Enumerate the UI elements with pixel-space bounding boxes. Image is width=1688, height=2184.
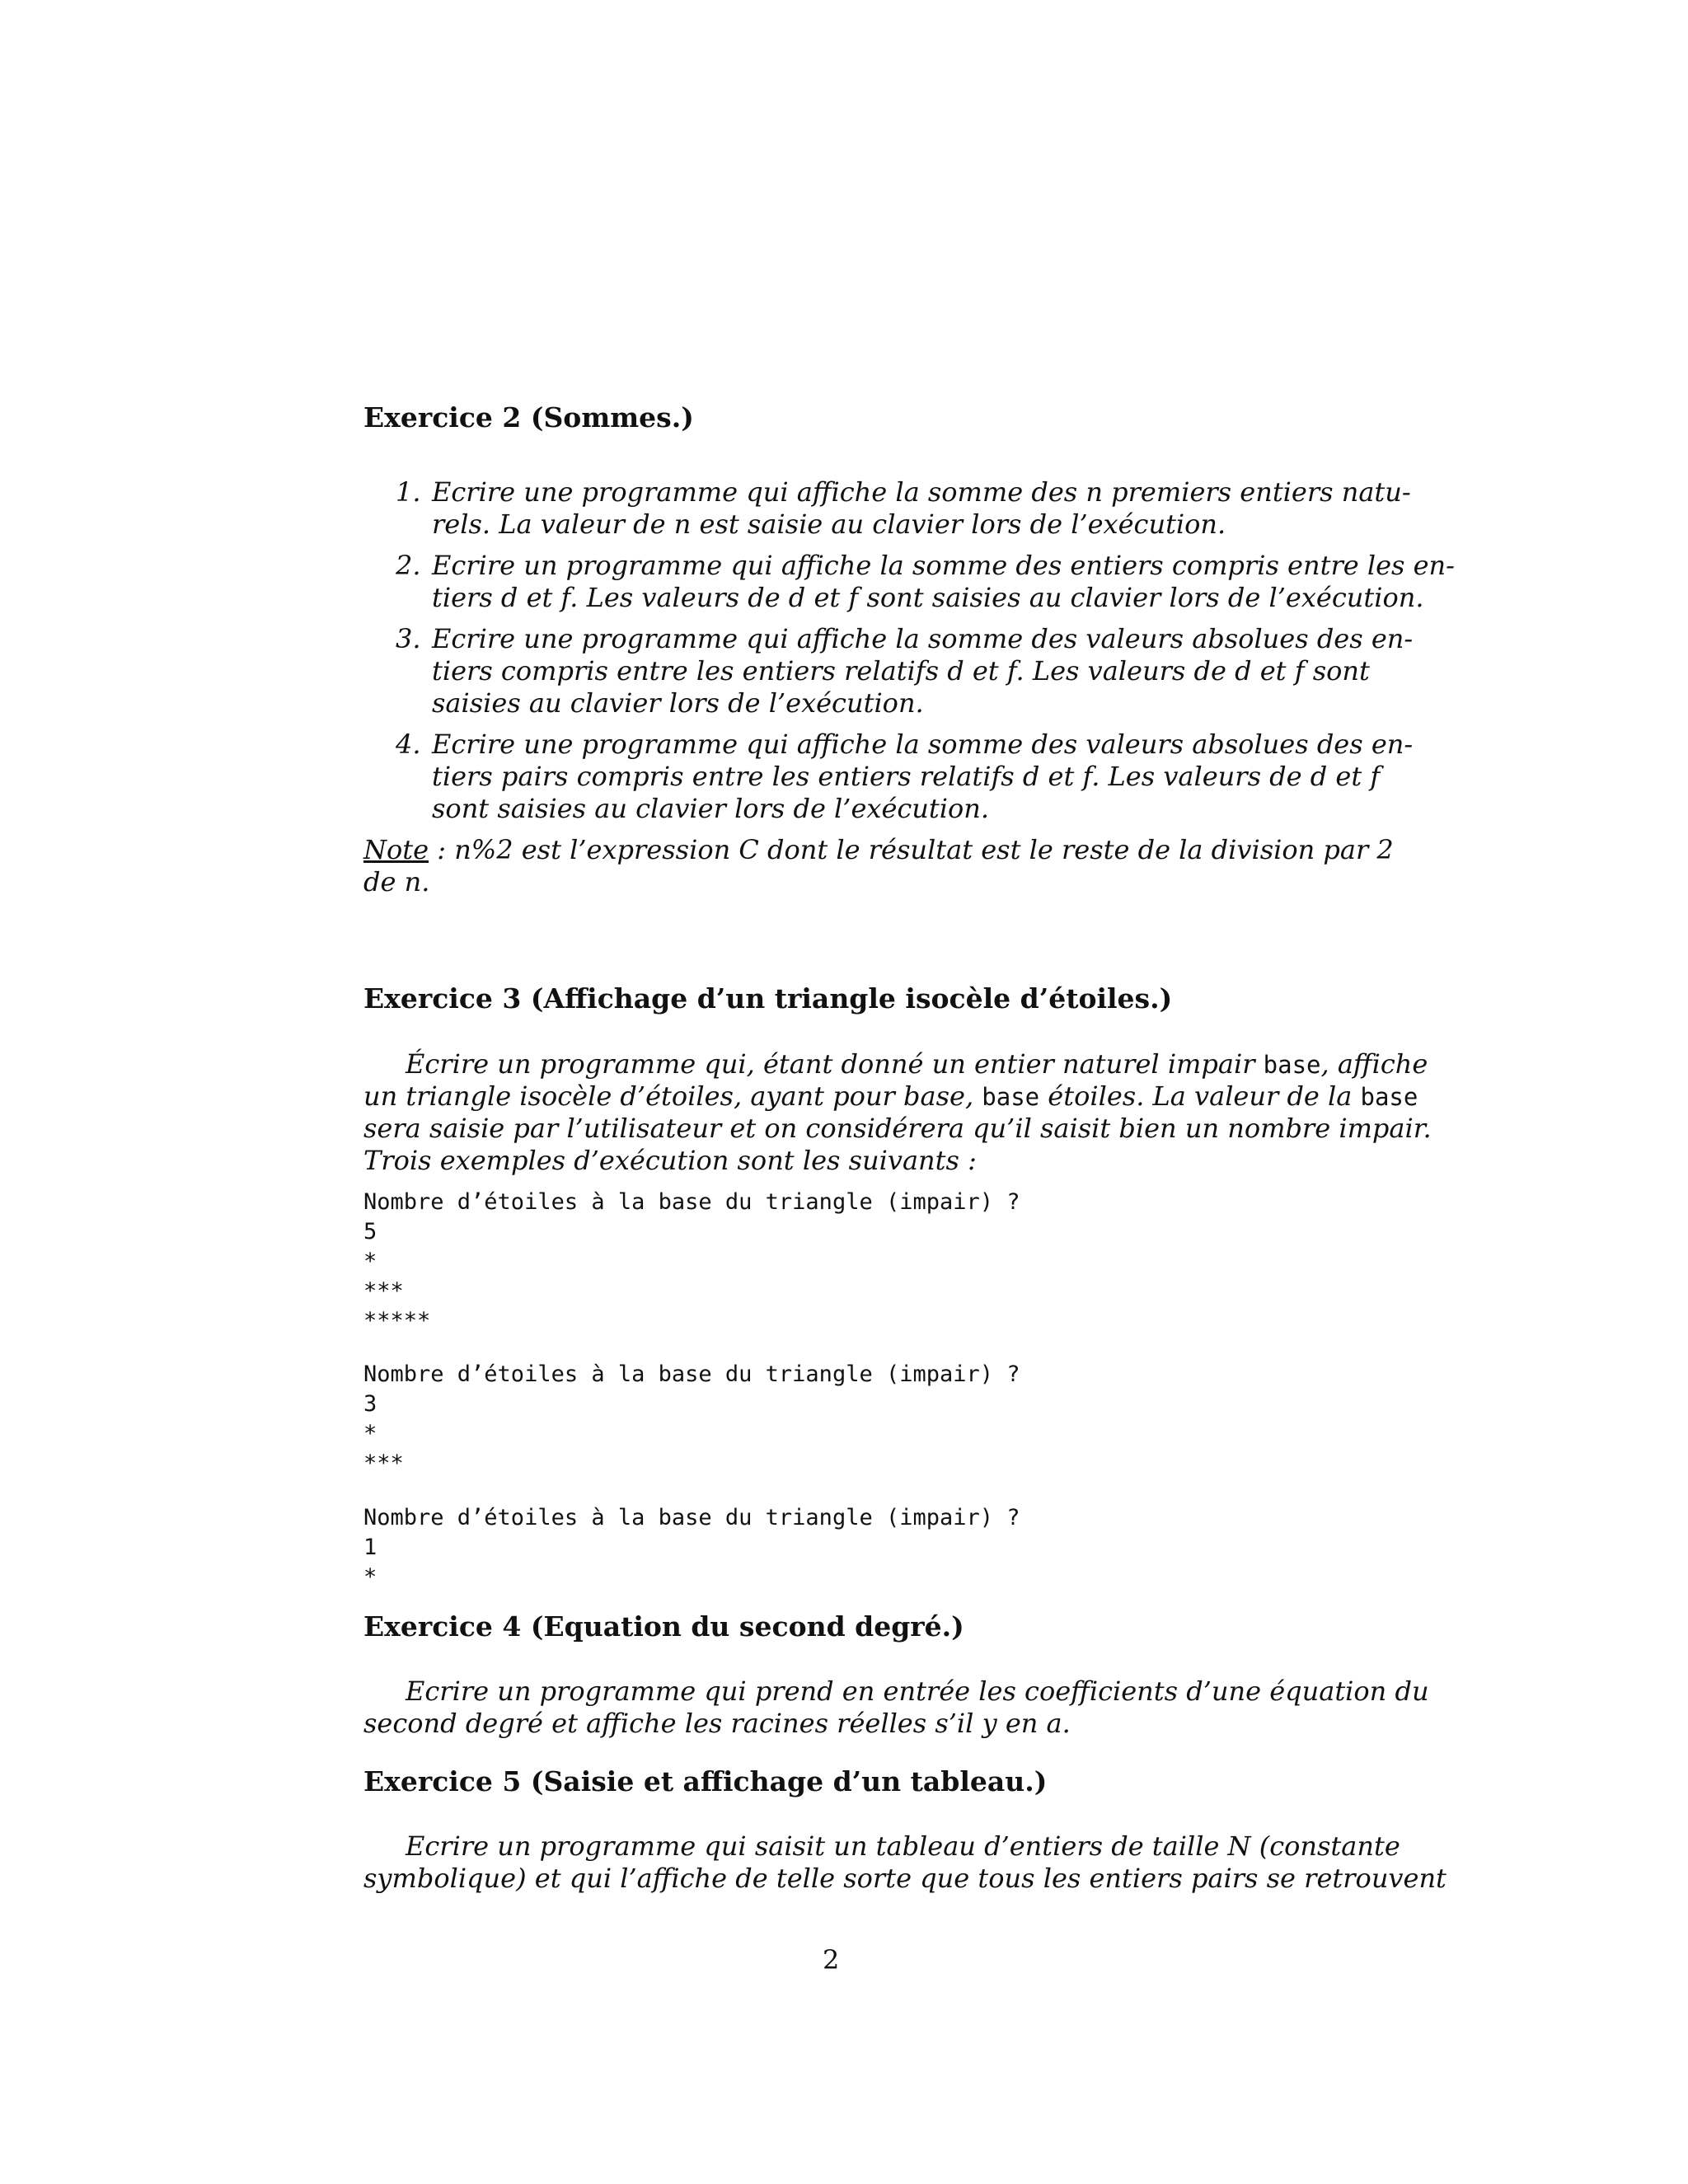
paragraph-line: Écrire un programme qui, étant donné un entier naturel impair base, affiche — [406, 1048, 1428, 1080]
list-item-line: Ecrire une programme qui affiche la somme des valeurs absolues des en- — [432, 729, 1414, 760]
exercise-2-title: Exercice 2 (Sommes.) — [363, 401, 694, 434]
code-line: Nombre d’étoiles à la base du triangle (impair) ? — [363, 1189, 1020, 1215]
code-line: 1 — [363, 1535, 377, 1560]
paragraph-line: Ecrire un programme qui prend en entrée les coefficients d’une équation du — [406, 1675, 1429, 1707]
exercise-3-title: Exercice 3 (Affichage d’un triangle isocèle d’étoiles.) — [363, 982, 1173, 1015]
code-line: * — [363, 1564, 377, 1590]
note-text: : n%2 est l’expression C dont le résultat est le reste de la division par 2 — [429, 834, 1394, 865]
inline-code: base — [982, 1083, 1040, 1111]
list-item-number: 1. — [396, 476, 421, 508]
list-item-line: tiers compris entre les entiers relatifs d et f. Les valeurs de d et f sont — [432, 655, 1370, 687]
code-line: 3 — [363, 1391, 377, 1417]
page-number: 2 — [823, 1944, 840, 1975]
list-item-line: tiers pairs compris entre les entiers relatifs d et f. Les valeurs de d et f — [432, 761, 1381, 792]
note-line: de n. — [363, 866, 430, 898]
code-line: *** — [363, 1451, 404, 1476]
code-line: ***** — [363, 1308, 431, 1333]
inline-code: base — [1360, 1083, 1418, 1111]
code-line: * — [363, 1421, 377, 1446]
exercise-5-title: Exercice 5 (Saisie et affichage d’un tableau.) — [363, 1765, 1048, 1797]
list-item-line: rels. La valeur de n est saisie au clavier lors de l’exécution. — [432, 509, 1226, 540]
list-item-line: saisies au clavier lors de l’exécution. — [432, 687, 924, 719]
list-item-line: Ecrire une programme qui affiche la somme des valeurs absolues des en- — [432, 623, 1414, 654]
paragraph-line: symbolique) et qui l’affiche de telle sorte que tous les entiers pairs se retrouvent — [363, 1863, 1447, 1894]
code-line: Nombre d’étoiles à la base du triangle (impair) ? — [363, 1361, 1020, 1387]
exercise-4-title: Exercice 4 (Equation du second degré.) — [363, 1610, 964, 1643]
list-item-number: 3. — [396, 623, 421, 654]
paragraph-line: Ecrire un programme qui saisit un tableau d’entiers de taille N (constante — [406, 1830, 1400, 1862]
code-line: Nombre d’étoiles à la base du triangle (impair) ? — [363, 1505, 1020, 1530]
list-item-number: 2. — [396, 550, 421, 581]
inline-code: base — [1263, 1051, 1321, 1079]
paragraph-line: Trois exemples d’exécution sont les suivants : — [363, 1145, 977, 1176]
note-line — [363, 834, 1394, 865]
code-line: * — [363, 1249, 377, 1274]
code-line: *** — [363, 1278, 404, 1304]
paragraph-line: second degré et affiche les racines réelles s’il y en a. — [363, 1708, 1071, 1739]
note-label: Note — [363, 834, 429, 865]
paragraph-line: un triangle isocèle d’étoiles, ayant pour base, base étoiles. La valeur de la base — [363, 1080, 1418, 1112]
list-item-line: Ecrire une programme qui affiche la somme des n premiers entiers natu- — [432, 476, 1411, 508]
list-item-number: 4. — [396, 729, 421, 760]
paragraph-line: sera saisie par l’utilisateur et on considérera qu’il saisit bien un nombre impair. — [363, 1113, 1432, 1144]
list-item-line: tiers d et f. Les valeurs de d et f sont saisies au clavier lors de l’exécution. — [432, 582, 1424, 613]
list-item-line: sont saisies au clavier lors de l’exécution. — [432, 793, 990, 824]
code-line: 5 — [363, 1219, 377, 1244]
list-item-line: Ecrire un programme qui affiche la somme des entiers compris entre les en- — [432, 550, 1455, 581]
